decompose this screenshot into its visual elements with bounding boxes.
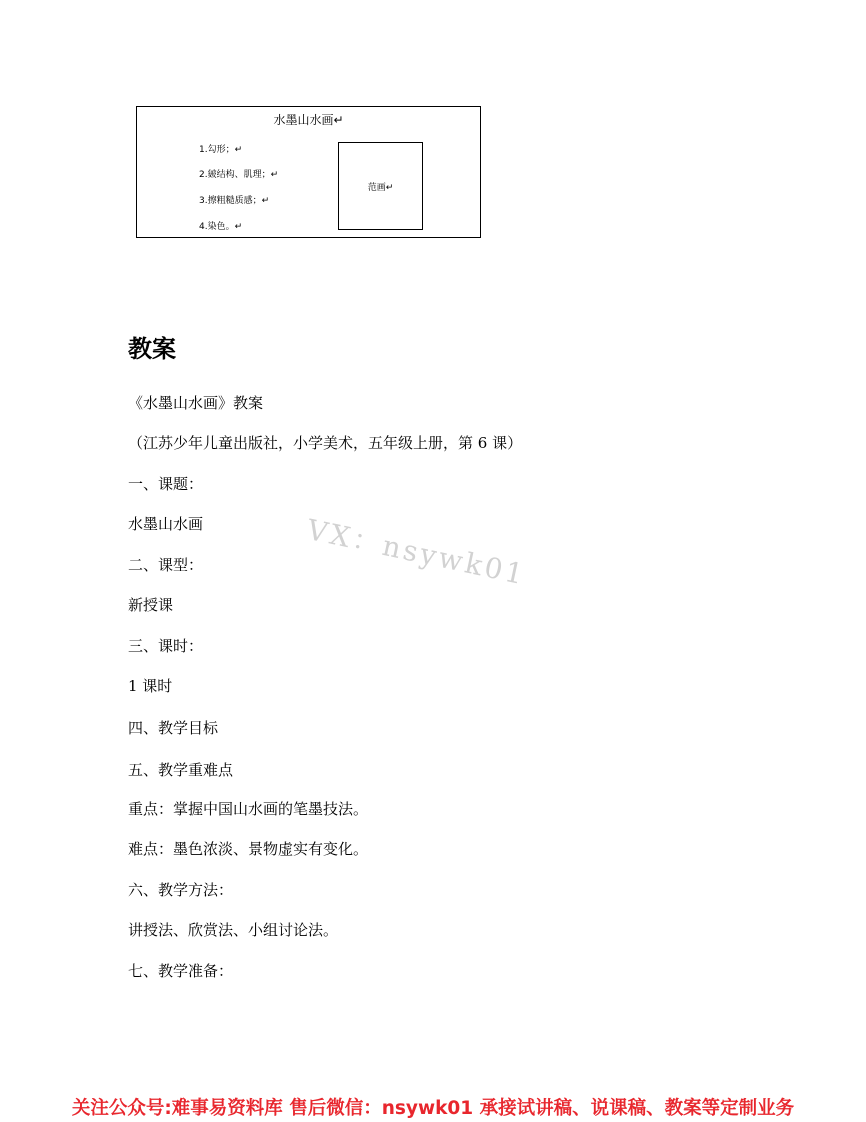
lesson-title: 《水墨山水画》教案 <box>128 394 264 412</box>
item-topic-value: 水墨山水画 <box>128 515 204 533</box>
lesson-source: （江苏少年儿童出版社，小学美术，五年级上册，第 6 课） <box>128 434 523 452</box>
blackboard-design-box <box>136 106 481 238</box>
board-step-1: 1.勾形；↵ <box>199 145 243 155</box>
item-type-label: 二、课型： <box>128 556 204 574</box>
section-heading: 教案 <box>128 335 176 363</box>
item-period-value: 1 课时 <box>128 677 173 695</box>
board-step-3: 3.擦粗糙质感；↵ <box>199 196 270 206</box>
item-methods-label: 六、教学方法： <box>128 881 234 899</box>
footer-banner: 关注公众号:难事易资料库 售后微信：nsywk01 承接试讲稿、说课稿、教案等定制业务 <box>71 1098 795 1119</box>
sample-painting-label: 范画↵ <box>367 182 394 193</box>
item-topic-label: 一、课题： <box>128 475 204 493</box>
board-step-4: 4.染色。↵ <box>199 222 243 232</box>
item-difficulty: 难点：墨色浓淡、景物虚实有变化。 <box>128 840 369 858</box>
board-title: 水墨山水画↵ <box>273 113 344 127</box>
item-keypoint: 重点：掌握中国山水画的笔墨技法。 <box>128 800 369 818</box>
item-preparation-label: 七、教学准备： <box>128 962 234 980</box>
item-type-value: 新授课 <box>128 596 174 614</box>
item-methods-value: 讲授法、欣赏法、小组讨论法。 <box>128 921 339 939</box>
item-period-label: 三、课时： <box>128 637 204 655</box>
board-step-2: 2.皴结构、肌理；↵ <box>199 170 279 180</box>
item-objectives-label: 四、教学目标 <box>128 719 219 737</box>
sample-painting-box <box>338 142 423 230</box>
item-keypoints-label: 五、教学重难点 <box>128 761 234 779</box>
watermark: VX：nsywk01 <box>304 512 530 592</box>
